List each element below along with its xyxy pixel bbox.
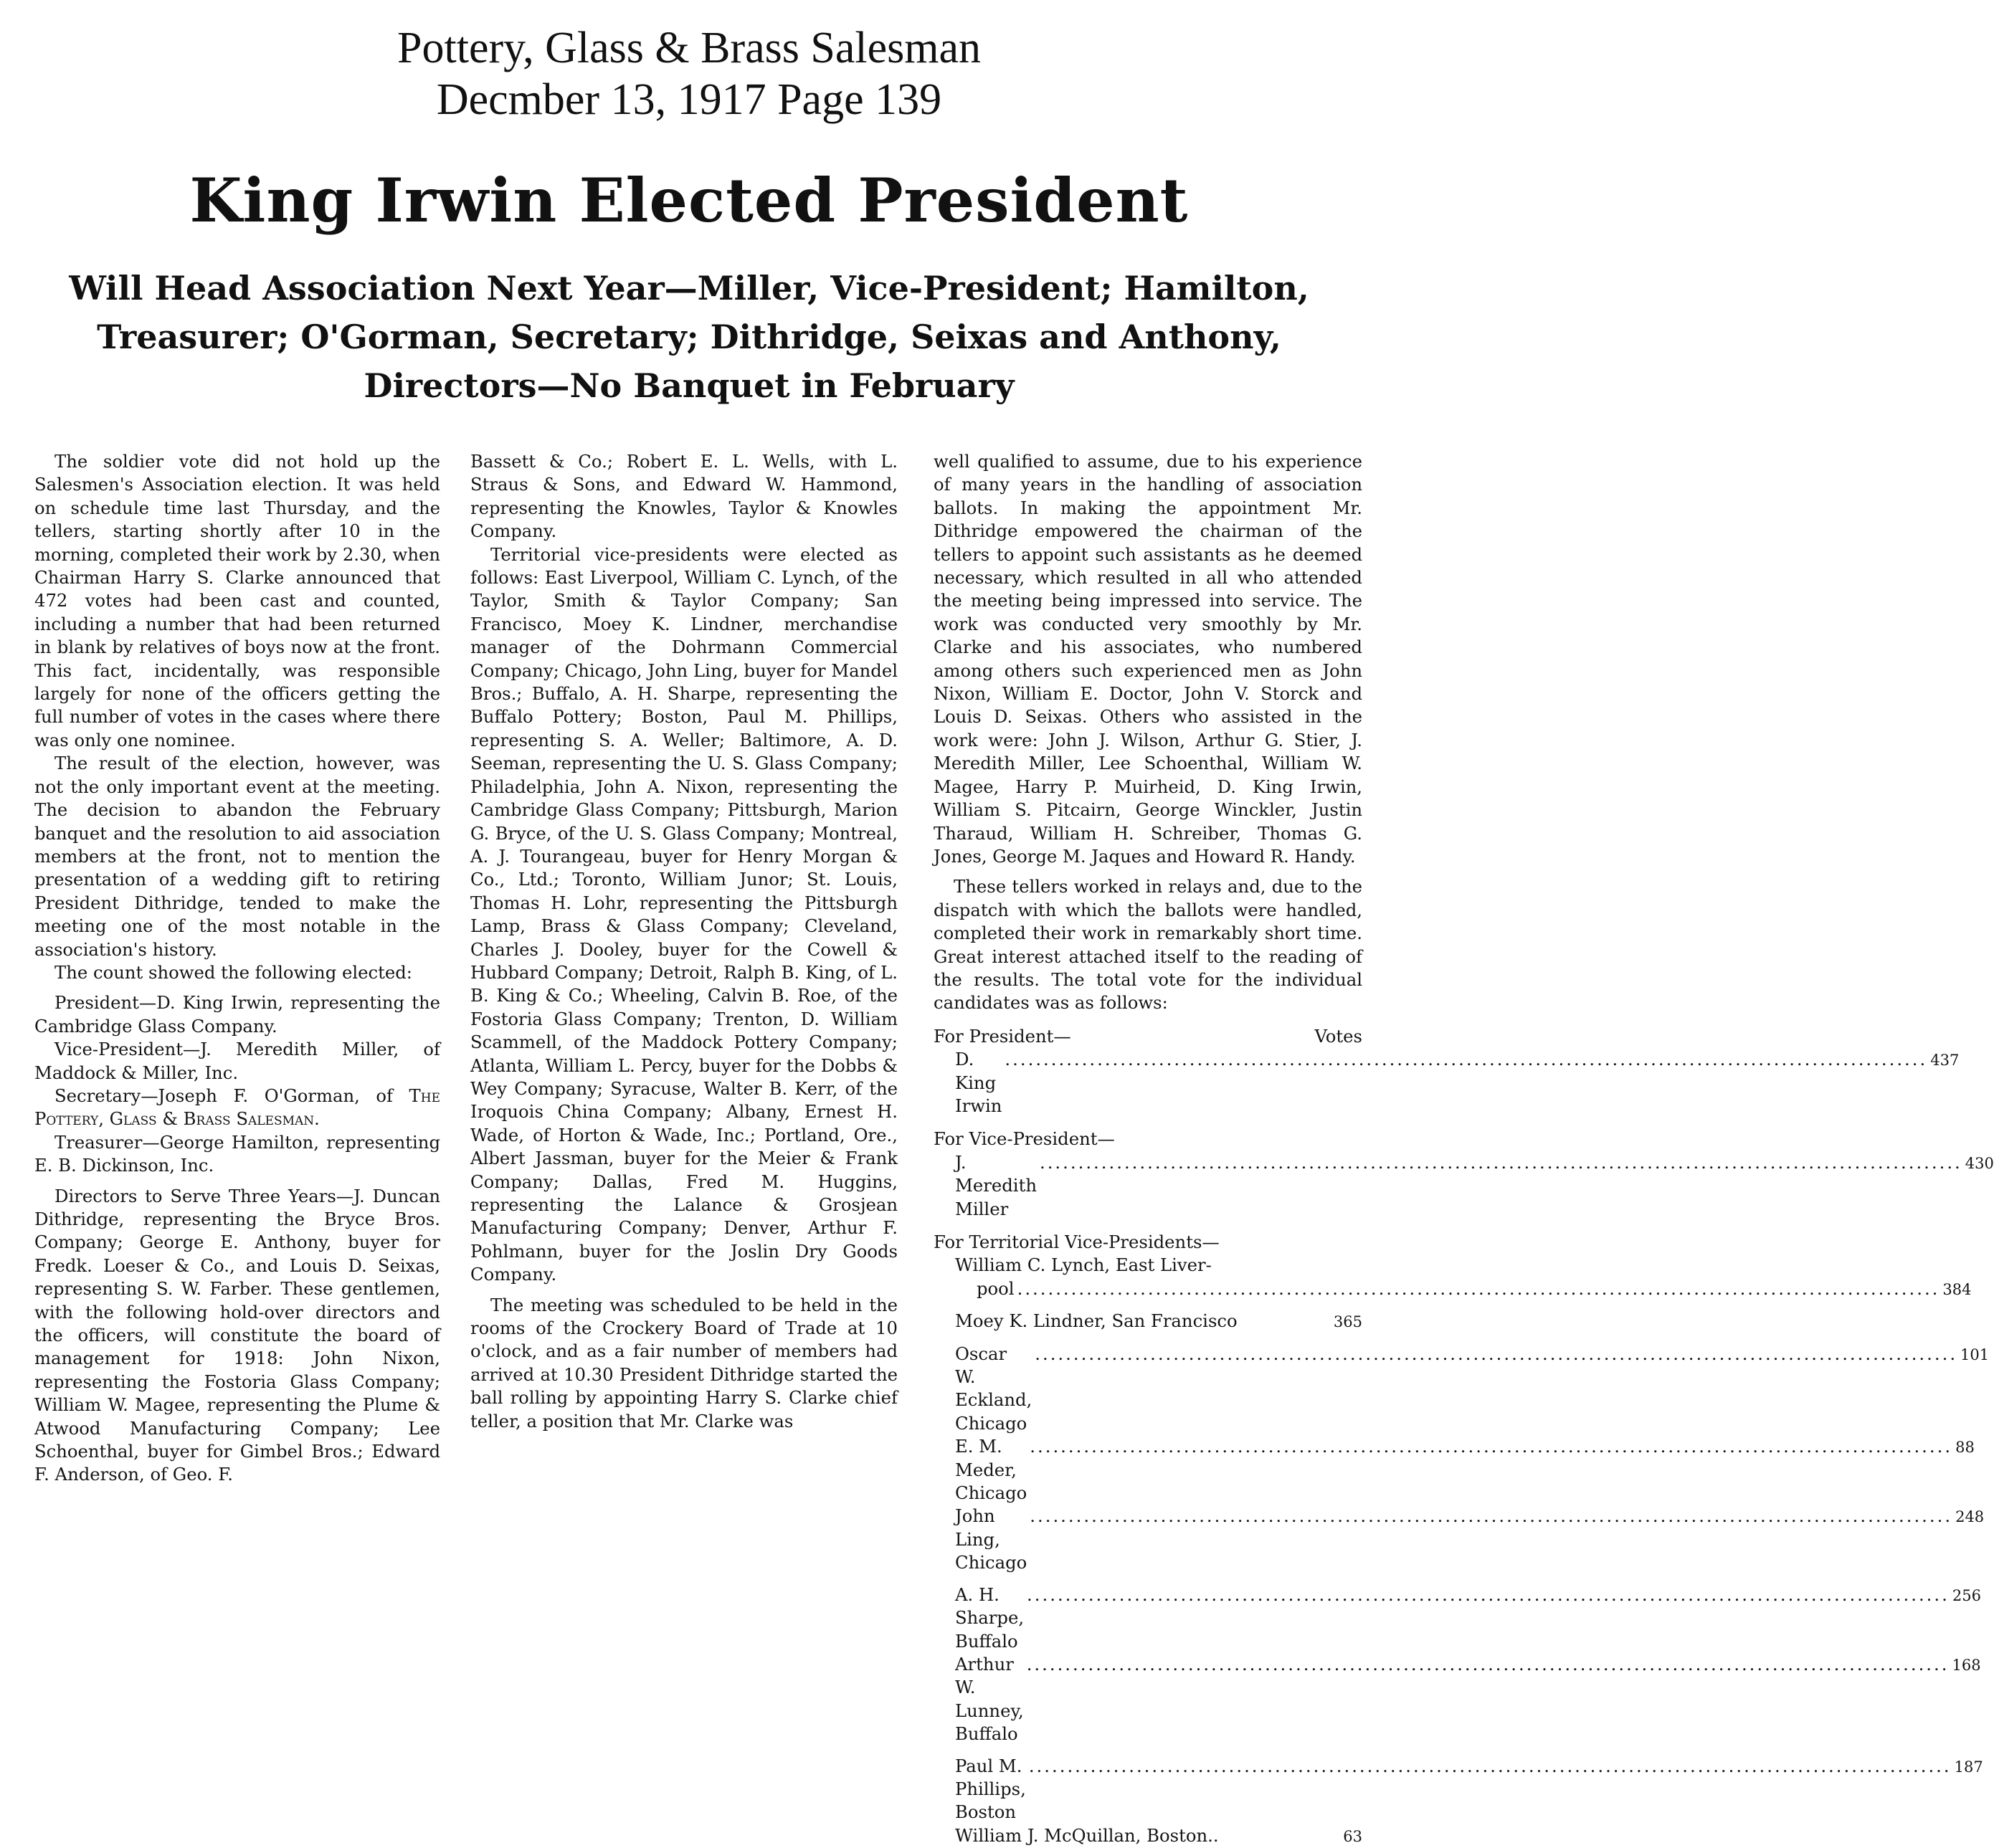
candidate-name: Arthur W. Lunney, Buffalo (955, 1653, 1024, 1745)
leader-dots (1035, 1343, 1957, 1366)
paragraph: Territorial vice-presidents were elected as follows: East Liverpool, William C. Lynch, of the Taylor, Smith & Taylor Company; San Francisco, Moey K. Lindner, merchandise manager of the Dohrmann Commercial Company; Chicago, John Ling, buyer for Mandel Bros.; Buffalo, A. H. Sharpe, representing the Buffalo Pottery; Boston, Paul M. Phillips, representing S. A. Weller; Baltimore, A. D. Seeman, representing the U. S. Glass Company; Philadelphia, John A. Nixon, representing the Cambridge Glass Company; Pittsburgh, Marion G. Bryce, of the U. S. Glass Company; Montreal, A. J. Tourangeau, buyer for Henry Morgan & Co., Ltd.; Toronto, William Junor; St. Louis, Thomas H. Lohr, representing the Pittsburgh Lamp, Brass & Glass Company; Cleveland, Charles J. Dooley, buyer for the Cowell & Hubbard Company; Detroit, Ralph B. King, of L. B. King & Co.; Wheeling, Calvin B. Roe, of the Fostoria Glass Company; Trenton, D. William Scammell, of the Maddock Pottery Company; Atlanta, William L. Percy, buyer for the Dobbs & Wey Company; Syracuse, Walter B. Kerr, of the Iroquois China Company; Albany, Ernest H. Wade, of Horton & Wade, Inc.; Portland, Ore., Albert Jassman, buyer for the Meier & Frank Company; Dallas, Fred M. Huggins, representing the Lalance & Grosjean Manufacturing Company; Denver, Arthur F. Pohlmann, buyer for the Joslin Dry Goods Company. (470, 543, 898, 1285)
category-president: For President— (934, 1025, 1071, 1047)
publication-name: Pottery, Glass & Brass Salesman (397, 24, 981, 72)
vote-table-header (934, 1025, 1362, 1048)
category-territorial: For Territorial Vice-Presidents— (934, 1232, 1220, 1252)
leader-dots (1027, 1653, 1950, 1676)
category-vice-president: For Vice-President— (934, 1128, 1115, 1150)
leader-dots (1030, 1435, 1952, 1458)
vote-row (934, 1505, 1985, 1574)
vote-row (934, 1435, 1975, 1505)
vote-count: 256 (1952, 1586, 1981, 1604)
vote-count: 248 (1955, 1508, 1985, 1526)
vote-count: 384 (1942, 1280, 1972, 1298)
paragraph: The count showed the following elected: (54, 961, 412, 983)
votes-header: Votes (1314, 1025, 1362, 1047)
vote-row (934, 1755, 1983, 1824)
article-headline: King Irwin Elected President (189, 165, 1189, 236)
leader-dots (1017, 1277, 1940, 1300)
article-column-1 (34, 450, 440, 1583)
candidate-name: Moey K. Lindner, San Francisco (955, 1310, 1238, 1332)
leader-dots (1029, 1755, 1952, 1778)
vote-row (934, 1151, 1994, 1221)
vote-row (934, 1254, 1972, 1301)
vote-row (934, 1048, 1960, 1118)
leader-dots (1027, 1583, 1950, 1606)
vote-row (934, 1310, 1362, 1333)
vote-count: 101 (1960, 1345, 1990, 1363)
vote-count: 437 (1930, 1052, 1960, 1070)
candidate-name: John Ling, Chicago (955, 1505, 1027, 1573)
elected-directors: Directors to Serve Three Years—J. Duncan Dithridge, representing the Bryce Bros. Company; George E. Anthony, buyer for Fredk. Loeser & Co., and Louis D. Seixas, representing S. W. Farber. These gentlemen, with the following hold-over directors and the officers, will constitute the board of management for 1918: John Nixon, representing the Fostoria Glass Company; William W. Magee, representing the Plume & Atwood Manufacturing Company; Lee Schoenthal, buyer for Gimbel Bros.; Edward F. Anderson, of Geo. F. (34, 1185, 440, 1485)
vote-count: 88 (1955, 1439, 1975, 1457)
vote-table (934, 1025, 1994, 1848)
candidate-name: William C. Lynch, East Liver- (955, 1254, 1212, 1276)
candidate-name: J. Meredith Miller (955, 1151, 1037, 1219)
vote-count: 365 (1333, 1313, 1362, 1331)
vote-count: 63 (1343, 1827, 1362, 1845)
candidate-name: A. H. Sharpe, Buffalo (955, 1583, 1025, 1652)
leader-dots (1040, 1151, 1962, 1174)
paragraph: These tellers worked in relays and, due to the dispatch with which the ballots were handled, completed their work in remarkably short time. Great interest attached itself to the reading of the results. The total vote for the individual candidates was as follows: (934, 876, 1362, 1014)
vote-row (934, 1583, 1981, 1653)
elected-president: President—D. King Irwin, representing the Cambridge Glass Company. (34, 992, 440, 1037)
leader-dots (1030, 1505, 1952, 1528)
publication-date-line: Decmber 13, 1917 Page 139 (436, 75, 942, 124)
candidate-name: Paul M. Phillips, Boston (955, 1755, 1026, 1823)
paragraph: Bassett & Co.; Robert E. L. Wells, with L. Straus & Sons, and Edward W. Hammond, representing the Knowles, Taylor & Knowles Company. (470, 451, 898, 542)
paragraph: well qualified to assume, due to his experience of many years in the handling of association ballots. In making the appointment Mr. Dithridge empowered the chairman of the tellers to appoint such assistants as he deemed necessary, which resulted in all who attended the meeting being impressed into service. The work was conducted very smoothly by Mr. Clarke and his associates, who numbered among others such experienced men as John Nixon, William E. Doctor, John V. Storck and Louis D. Seixas. Others who assisted in the work were: John J. Wilson, Arthur G. Stier, J. Meredith Miller, Lee Schoenthal, William W. Magee, Harry P. Muirheid, D. King Irwin, William S. Pitcairn, George Winckler, Justin Tharaud, William H. Schreiber, Thomas G. Jones, George M. Jaques and Howard R. Handy. (934, 451, 1362, 867)
candidate-name-cont: pool (977, 1277, 1015, 1299)
candidate-name: William J. McQuillan, Boston.. (955, 1824, 1219, 1846)
vote-row (934, 1653, 1981, 1746)
elected-vice-president: Vice-President—J. Meredith Miller, of Maddock & Miller, Inc. (34, 1039, 440, 1083)
vote-count: 187 (1954, 1758, 1983, 1776)
article-column-3 (934, 450, 1994, 1846)
vote-count: 430 (1965, 1154, 1994, 1172)
secretary-publication: The Pottery, Glass & Brass Salesman. (34, 1085, 440, 1130)
candidate-name: Oscar W. Eckland, Chicago (955, 1343, 1032, 1434)
paragraph: The meeting was scheduled to be held in the rooms of the Crockery Board of Trade at 10 o'clock, and as a fair number of members had arrived at 10.30 President Dithridge started the ball rolling by appointing Harry S. Clarke chief teller, a position that Mr. Clarke was (470, 1294, 898, 1432)
candidate-name: D. King Irwin (955, 1049, 1002, 1116)
vote-row (934, 1824, 1362, 1848)
leader-dots (1005, 1048, 1927, 1071)
vote-count: 168 (1952, 1656, 1981, 1674)
article-subheadline: Will Head Association Next Year—Miller, Vice-President; Hamilton, Treasurer; O'Gorman, Secretary; Dithridge, Seixas and Anthony, Directors—No Banquet in February (69, 269, 1309, 405)
paragraph: The soldier vote did not hold up the Salesmen's Association election. It was held on schedule time last Thursday, and the tellers, starting shortly after 10 in the morning, completed their work by 2.30, when Chairman Harry S. Clarke announced that 472 votes had been cast and counted, including a number that had been returned in blank by relatives of boys now at the front. This fact, incidentally, was responsible largely for none of the officers getting the full number of votes in the cases where there was only one nominee. (34, 451, 440, 751)
vote-row-continuation (955, 1277, 1972, 1301)
vote-row (934, 1343, 1990, 1436)
elected-secretary (34, 1085, 440, 1131)
elected-treasurer: Treasurer—George Hamilton, representing E. B. Dickinson, Inc. (34, 1131, 440, 1176)
paragraph: The result of the election, however, was not the only important event at the meeting. The decision to abandon the February banquet and the resolution to aid association members at the front, not to mention the presentation of a wedding gift to retiring President Dithridge, tended to make the meeting one of the most notable in the association's history. (34, 753, 440, 960)
article-column-2 (470, 450, 898, 1583)
secretary-text: Secretary—Joseph F. O'Gorman, of (54, 1085, 394, 1106)
candidate-name: E. M. Meder, Chicago (955, 1436, 1027, 1504)
